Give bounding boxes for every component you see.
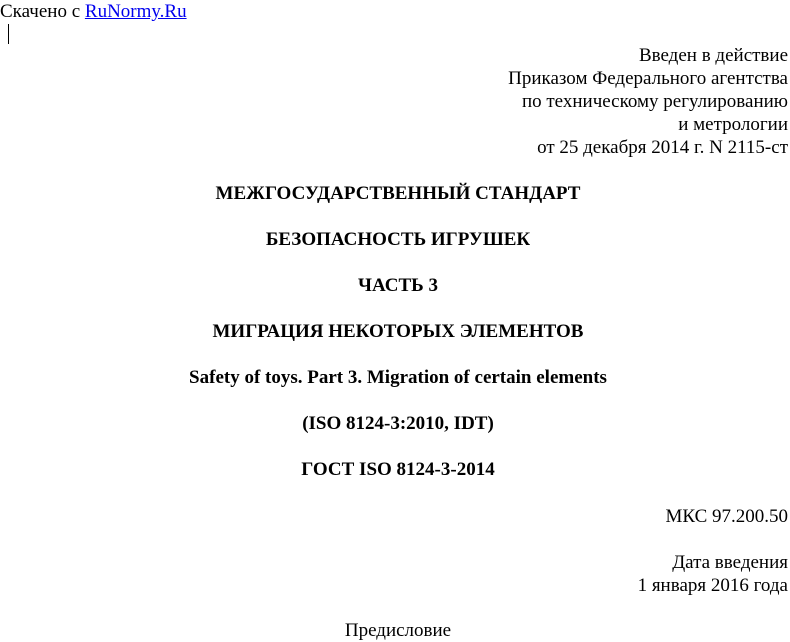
- mks-code: МКС 97.200.50: [665, 506, 788, 527]
- enactment-line: Введен в действие: [638, 45, 788, 66]
- preface-heading: Предисловие: [344, 620, 452, 641]
- enactment-line: и метрологии: [678, 114, 788, 135]
- english-title: Safety of toys. Part 3. Migration of certain elements: [189, 367, 607, 388]
- part-heading: ЧАСТЬ 3: [358, 275, 438, 296]
- enactment-line: от 25 декабря 2014 г. N 2115-ст: [537, 137, 788, 158]
- standard-heading: МЕЖГОСУДАРСТВЕННЫЙ СТАНДАРТ: [215, 183, 581, 204]
- effective-date-value: 1 января 2016 года: [637, 575, 788, 596]
- subtitle-heading: МИГРАЦИЯ НЕКОТОРЫХ ЭЛЕМЕНТОВ: [212, 321, 584, 342]
- effective-date-label: Дата введения: [672, 552, 788, 573]
- enactment-line: Приказом Федерального агентства: [508, 68, 788, 89]
- source-prefix: Скачено с: [0, 1, 85, 22]
- effective-date-block: [638, 551, 788, 597]
- gost-number: ГОСТ ISO 8124-3-2014: [301, 459, 495, 480]
- document-title: БЕЗОПАСНОСТЬ ИГРУШЕК: [265, 229, 531, 250]
- iso-reference: (ISO 8124-3:2010, IDT): [302, 413, 494, 434]
- text-cursor: [8, 24, 9, 44]
- enactment-block: [508, 44, 788, 159]
- source-line: [0, 1, 187, 23]
- source-link[interactable]: RuNormy.Ru: [84, 1, 187, 22]
- enactment-line: по техническому регулированию: [521, 91, 788, 112]
